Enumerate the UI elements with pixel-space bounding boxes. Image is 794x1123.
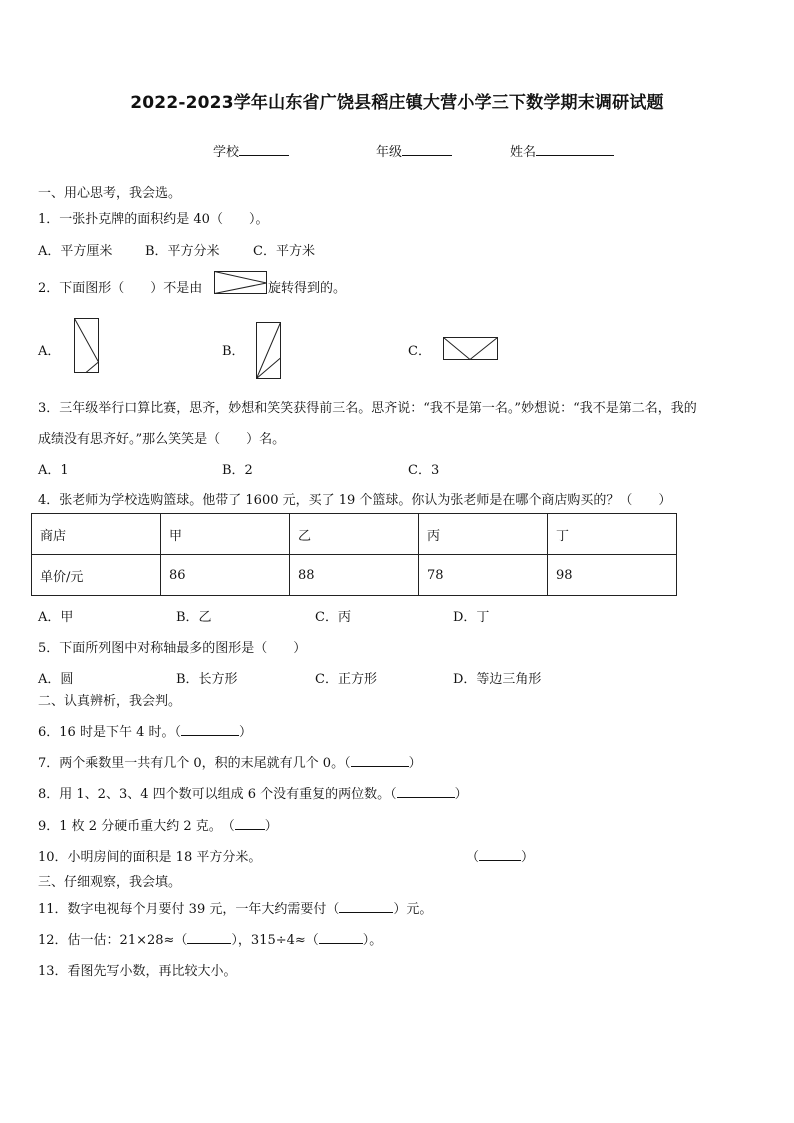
- q2-text-post: 旋转得到的。: [268, 281, 347, 296]
- q3-option-b[interactable]: B．2: [222, 463, 253, 478]
- q1-text: 1．一张扑克牌的面积约是 40（ ）。: [38, 212, 269, 227]
- q6-answer-blank[interactable]: [181, 723, 239, 736]
- q12-text: 12．估一估：21×28≈（: [38, 933, 188, 948]
- q5-option-a[interactable]: A．圆: [38, 672, 74, 687]
- table-cell: 98: [548, 555, 677, 596]
- school-label: 学校: [213, 145, 240, 160]
- q7-text: 7．两个乘数里一共有几个 0，积的末尾就有几个 0。（: [38, 756, 351, 771]
- q8-answer-blank[interactable]: [397, 785, 455, 798]
- name-label: 姓名: [510, 145, 537, 160]
- q10-close: ）: [521, 850, 535, 865]
- q7-line: [38, 752, 422, 771]
- q10-answer: [466, 846, 534, 865]
- q6-text: 6．16 时是下午 4 时。（: [38, 725, 181, 740]
- q9-close: ）: [264, 819, 278, 834]
- q6-line: [38, 721, 252, 740]
- q9-line: [38, 815, 278, 834]
- grade-field[interactable]: [376, 141, 452, 160]
- grade-label: 年级: [376, 145, 403, 160]
- q12-close: ）。: [362, 933, 383, 948]
- table-cell: 商店: [32, 514, 161, 555]
- table-row: [32, 514, 677, 555]
- section-3-heading: 三、仔细观察，我会填。: [38, 875, 182, 890]
- table-cell: 丁: [548, 514, 677, 555]
- q6-close: ）: [238, 725, 252, 740]
- q5-option-d[interactable]: D．等边三角形: [453, 672, 542, 687]
- q5-option-c[interactable]: C．正方形: [315, 672, 377, 687]
- q4-price-table: [31, 513, 677, 596]
- name-field[interactable]: [510, 141, 614, 160]
- q2-option-b[interactable]: B．: [222, 344, 245, 359]
- table-cell: 86: [161, 555, 290, 596]
- q12-answer-blank-2[interactable]: [319, 931, 363, 944]
- q3-option-c[interactable]: C．3: [408, 463, 440, 478]
- q5-text: 5．下面所列图中对称轴最多的图形是（ ）: [38, 641, 307, 656]
- name-blank[interactable]: [536, 141, 614, 156]
- q2-option-c-figure[interactable]: [443, 337, 499, 361]
- page-title: 2022-2023学年山东省广饶县稻庄镇大营小学三下数学期末调研试题: [130, 93, 664, 113]
- q1-option-b[interactable]: B．平方分米: [145, 244, 220, 259]
- q8-line: [38, 783, 468, 802]
- table-row: [32, 555, 677, 596]
- q3-text-line-1: 3．三年级举行口算比赛，思齐，妙想和笑笑获得前三名。思齐说：“我不是第一名。”妙想说：“我不是第二名，我的: [38, 401, 697, 416]
- q8-close: ）: [454, 787, 468, 802]
- section-2-heading: 二、认真辨析，我会判。: [38, 694, 182, 709]
- q9-answer-blank[interactable]: [235, 817, 265, 830]
- q11-close: ）元。: [393, 902, 433, 917]
- q11-line: [38, 898, 432, 917]
- q10-text: 10．小明房间的面积是 18 平方分米。: [38, 850, 262, 865]
- q4-text: 4．张老师为学校选购篮球。他带了 1600 元，买了 19 个篮球。你认为张老师是在哪个商店购买的？（ ）: [38, 493, 672, 508]
- q2-option-a[interactable]: A．: [38, 344, 61, 359]
- q2-rectangle-figure: [214, 271, 268, 295]
- q2-option-a-figure[interactable]: [74, 318, 100, 374]
- q13-text: 13．看图先写小数，再比较大小。: [38, 964, 237, 979]
- q1-option-c[interactable]: C．平方米: [253, 244, 315, 259]
- q9-text: 9．1 枚 2 分硬币重大约 2 克。 （: [38, 819, 235, 834]
- table-cell: 丙: [419, 514, 548, 555]
- q5-option-b[interactable]: B．长方形: [176, 672, 238, 687]
- q11-answer-blank[interactable]: [339, 900, 393, 913]
- school-blank[interactable]: [239, 141, 289, 156]
- q7-close: ）: [408, 756, 422, 771]
- q3-option-a[interactable]: A．1: [38, 463, 69, 478]
- table-cell: 78: [419, 555, 548, 596]
- table-cell: 单价/元: [32, 555, 161, 596]
- q4-option-a[interactable]: A．甲: [38, 610, 74, 625]
- table-cell: 88: [290, 555, 419, 596]
- q8-text: 8．用 1、2、3、4 四个数可以组成 6 个没有重复的两位数。（: [38, 787, 397, 802]
- q3-text-line-2: 成绩没有思齐好。”那么笑笑是（ ）名。: [38, 432, 286, 447]
- section-1-heading: 一、用心思考，我会选。: [38, 186, 182, 201]
- school-field[interactable]: [213, 141, 289, 160]
- q4-option-c[interactable]: C．丙: [315, 610, 351, 625]
- q2-text-pre: 2．下面图形（ ）不是由: [38, 281, 203, 296]
- table-cell: 乙: [290, 514, 419, 555]
- q12-line: [38, 929, 382, 948]
- q2-option-c[interactable]: C．: [408, 344, 431, 359]
- q11-text: 11．数字电视每个月要付 39 元，一年大约需要付（: [38, 902, 340, 917]
- q12-mid: ），315÷4≈（: [231, 933, 319, 948]
- grade-blank[interactable]: [402, 141, 452, 156]
- q10-answer-blank[interactable]: [479, 848, 521, 861]
- table-cell: 甲: [161, 514, 290, 555]
- q1-option-a[interactable]: A．平方厘米: [38, 244, 113, 259]
- q4-option-d[interactable]: D．丁: [453, 610, 490, 625]
- q12-answer-blank-1[interactable]: [187, 931, 231, 944]
- q10-open: （: [466, 850, 480, 865]
- q4-option-b[interactable]: B．乙: [176, 610, 212, 625]
- q7-answer-blank[interactable]: [351, 754, 409, 767]
- q2-option-b-figure[interactable]: [256, 322, 282, 380]
